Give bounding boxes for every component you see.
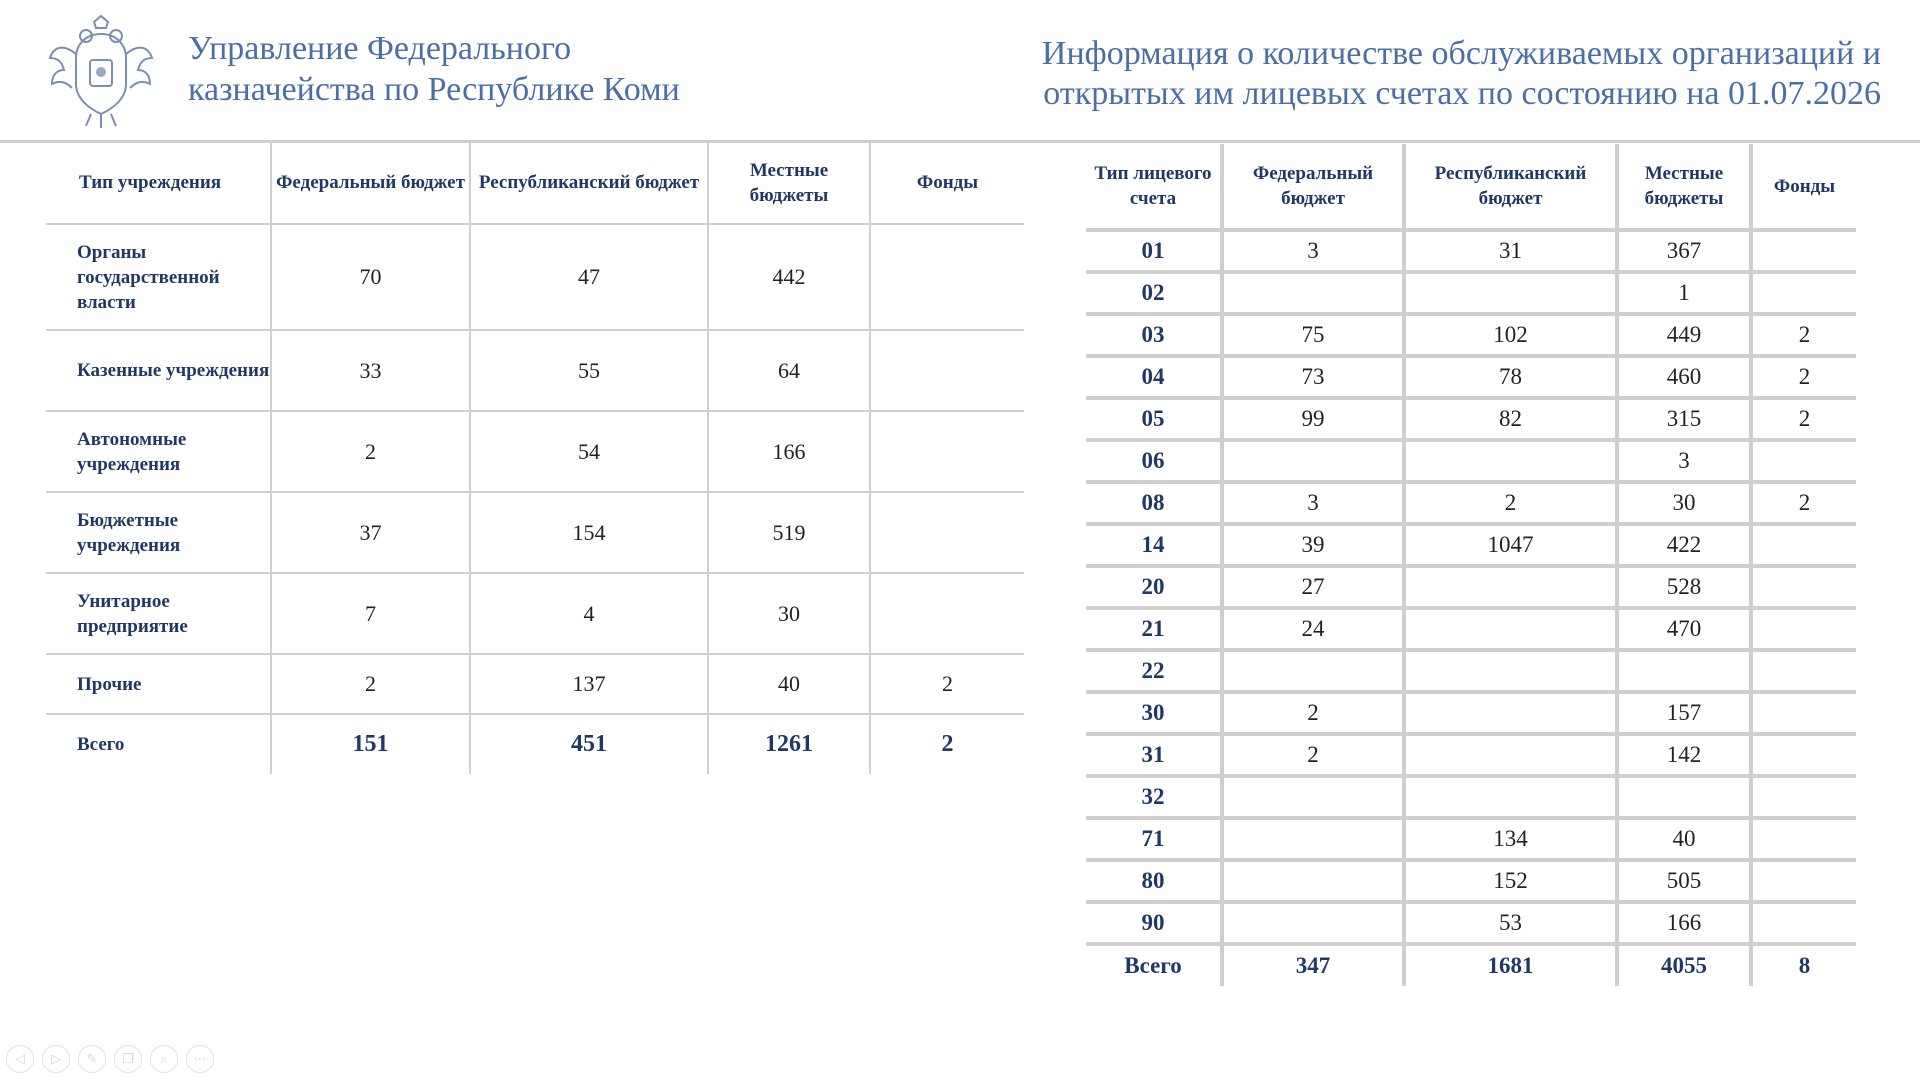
cell-type: Прочие bbox=[46, 654, 271, 714]
cell-funds bbox=[1751, 692, 1856, 734]
cell-local: 505 bbox=[1617, 860, 1751, 902]
cell-local: 3 bbox=[1617, 440, 1751, 482]
info-title-line2: открытых им лицевых счетах по состоянию на 01.07.2026 bbox=[1043, 75, 1881, 112]
cell-funds bbox=[870, 224, 1024, 330]
cell-funds: 2 bbox=[1751, 398, 1856, 440]
prev-slide-icon[interactable]: ◁ bbox=[6, 1045, 34, 1073]
cell-republic bbox=[1404, 692, 1617, 734]
cell-republic: 54 bbox=[470, 411, 708, 492]
accounts-table bbox=[1086, 144, 1856, 986]
cell-account-code: 06 bbox=[1086, 440, 1222, 482]
cell-local: 442 bbox=[708, 224, 870, 330]
cell-republic: 47 bbox=[470, 224, 708, 330]
cell-republic: 4 bbox=[470, 573, 708, 654]
cell-funds bbox=[1751, 776, 1856, 818]
table-row bbox=[1086, 734, 1856, 776]
slide-header bbox=[0, 0, 1920, 143]
cell-federal bbox=[1222, 818, 1404, 860]
table-row bbox=[1086, 818, 1856, 860]
col-header-federal: Федеральный бюджет bbox=[271, 142, 470, 224]
cell-federal bbox=[1222, 440, 1404, 482]
cell-funds bbox=[1751, 608, 1856, 650]
table-row bbox=[1086, 692, 1856, 734]
cell-republic bbox=[1404, 440, 1617, 482]
cell-local: 40 bbox=[708, 654, 870, 714]
cell-local: 166 bbox=[708, 411, 870, 492]
next-slide-icon[interactable]: ▷ bbox=[42, 1045, 70, 1073]
cell-republic: 2 bbox=[1404, 482, 1617, 524]
cell-funds bbox=[1751, 860, 1856, 902]
cell-funds: 2 bbox=[870, 654, 1024, 714]
cell-local: 449 bbox=[1617, 314, 1751, 356]
cell-funds: 2 bbox=[1751, 314, 1856, 356]
col-header-local: Местные бюджеты bbox=[708, 142, 870, 224]
table-row bbox=[1086, 230, 1856, 272]
table-row bbox=[1086, 776, 1856, 818]
cell-federal: 33 bbox=[271, 330, 470, 411]
cell-local: 460 bbox=[1617, 356, 1751, 398]
cell-account-code: 20 bbox=[1086, 566, 1222, 608]
cell-type: Автономные учреждения bbox=[46, 411, 271, 492]
cell-funds bbox=[1751, 440, 1856, 482]
cell-republic: 451 bbox=[470, 714, 708, 774]
cell-federal bbox=[1222, 860, 1404, 902]
org-title-line2: казначейства по Республике Коми bbox=[188, 71, 680, 108]
cell-federal bbox=[1222, 902, 1404, 944]
col-header-funds: Фонды bbox=[870, 142, 1024, 224]
cell-local: 40 bbox=[1617, 818, 1751, 860]
table-row bbox=[46, 492, 1024, 573]
cell-local: 315 bbox=[1617, 398, 1751, 440]
cell-account-code: 21 bbox=[1086, 608, 1222, 650]
info-title-line1: Информация о количестве обслуживаемых организаций и bbox=[1041, 35, 1881, 72]
cell-federal: 7 bbox=[271, 573, 470, 654]
cell-funds bbox=[1751, 734, 1856, 776]
info-title bbox=[981, 34, 1881, 114]
cell-local: 422 bbox=[1617, 524, 1751, 566]
col-header-federal: Федеральный бюджет bbox=[1222, 144, 1404, 230]
cell-local: 142 bbox=[1617, 734, 1751, 776]
table-row bbox=[1086, 356, 1856, 398]
cell-republic bbox=[1404, 776, 1617, 818]
cell-local: 519 bbox=[708, 492, 870, 573]
cell-funds bbox=[870, 492, 1024, 573]
table-row bbox=[1086, 524, 1856, 566]
cell-funds bbox=[1751, 566, 1856, 608]
table-row bbox=[46, 654, 1024, 714]
cell-account-code: 80 bbox=[1086, 860, 1222, 902]
cell-republic bbox=[1404, 650, 1617, 692]
institutions-table bbox=[46, 142, 1024, 774]
cell-local: 166 bbox=[1617, 902, 1751, 944]
cell-funds bbox=[870, 330, 1024, 411]
cell-federal: 3 bbox=[1222, 482, 1404, 524]
cell-local: 64 bbox=[708, 330, 870, 411]
cell-federal bbox=[1222, 650, 1404, 692]
cell-account-code: Всего bbox=[1124, 953, 1182, 978]
cell-funds: 2 bbox=[1751, 356, 1856, 398]
cell-federal: 27 bbox=[1222, 566, 1404, 608]
slides-grid-icon[interactable]: ❐ bbox=[114, 1045, 142, 1073]
cell-account-code: 22 bbox=[1086, 650, 1222, 692]
col-header-funds: Фонды bbox=[1751, 144, 1856, 230]
table-row bbox=[1086, 440, 1856, 482]
cell-local: 30 bbox=[708, 573, 870, 654]
cell-funds bbox=[1751, 524, 1856, 566]
cell-federal: 75 bbox=[1222, 314, 1404, 356]
col-header-type: Тип учреждения bbox=[46, 142, 271, 224]
cell-account-code: 03 bbox=[1086, 314, 1222, 356]
cell-account-code: 04 bbox=[1086, 356, 1222, 398]
cell-funds: 8 bbox=[1751, 944, 1856, 986]
cell-federal: 73 bbox=[1222, 356, 1404, 398]
cell-republic: 1681 bbox=[1404, 944, 1617, 986]
institutions-total-row bbox=[46, 714, 1024, 774]
cell-funds bbox=[1751, 272, 1856, 314]
cell-local: 1261 bbox=[708, 714, 870, 774]
cell-local: 528 bbox=[1617, 566, 1751, 608]
cell-republic bbox=[1404, 608, 1617, 650]
cell-republic bbox=[1404, 272, 1617, 314]
cell-local bbox=[1617, 776, 1751, 818]
cell-republic: 78 bbox=[1404, 356, 1617, 398]
cell-local: 1 bbox=[1617, 272, 1751, 314]
cell-local: 157 bbox=[1617, 692, 1751, 734]
cell-federal: 2 bbox=[1222, 734, 1404, 776]
cell-account-code: 32 bbox=[1086, 776, 1222, 818]
cell-funds bbox=[870, 411, 1024, 492]
table-row bbox=[1086, 566, 1856, 608]
cell-local: 4055 bbox=[1617, 944, 1751, 986]
table-row bbox=[46, 224, 1024, 330]
cell-federal: 99 bbox=[1222, 398, 1404, 440]
cell-federal bbox=[1222, 272, 1404, 314]
cell-republic: 31 bbox=[1404, 230, 1617, 272]
accounts-total-row bbox=[1086, 944, 1856, 986]
org-title-line1: Управление Федерального bbox=[188, 30, 572, 67]
cell-federal: 347 bbox=[1222, 944, 1404, 986]
accounts-table-header bbox=[1086, 144, 1856, 230]
cell-federal: 37 bbox=[271, 492, 470, 573]
pen-icon[interactable]: ✎ bbox=[78, 1045, 106, 1073]
cell-account-code: 02 bbox=[1086, 272, 1222, 314]
institutions-table-header bbox=[46, 142, 1024, 224]
cell-account-code: 30 bbox=[1086, 692, 1222, 734]
cell-federal bbox=[1222, 776, 1404, 818]
cell-account-code: 05 bbox=[1086, 398, 1222, 440]
cell-republic: 55 bbox=[470, 330, 708, 411]
cell-federal: 2 bbox=[1222, 692, 1404, 734]
cell-federal: 3 bbox=[1222, 230, 1404, 272]
cell-funds bbox=[1751, 230, 1856, 272]
cell-type: Бюджетные учреждения bbox=[46, 492, 271, 573]
cell-local bbox=[1617, 650, 1751, 692]
cell-funds: 2 bbox=[870, 714, 1024, 774]
cell-funds bbox=[870, 573, 1024, 654]
cell-republic: 137 bbox=[470, 654, 708, 714]
table-row bbox=[46, 411, 1024, 492]
cell-type: Всего bbox=[77, 734, 125, 755]
cell-federal: 39 bbox=[1222, 524, 1404, 566]
cell-local: 30 bbox=[1617, 482, 1751, 524]
double-headed-eagle-emblem-icon bbox=[46, 14, 156, 130]
table-row bbox=[1086, 482, 1856, 524]
table-row bbox=[1086, 398, 1856, 440]
organization-title bbox=[188, 28, 680, 110]
cell-type: Унитарное предприятие bbox=[46, 573, 271, 654]
cell-account-code: 90 bbox=[1086, 902, 1222, 944]
cell-federal: 2 bbox=[271, 654, 470, 714]
table-row bbox=[1086, 608, 1856, 650]
cell-republic: 154 bbox=[470, 492, 708, 573]
cell-type: Казенные учреждения bbox=[46, 330, 271, 411]
table-row bbox=[1086, 902, 1856, 944]
cell-republic bbox=[1404, 566, 1617, 608]
table-row bbox=[46, 330, 1024, 411]
cell-republic: 1047 bbox=[1404, 524, 1617, 566]
cell-federal: 151 bbox=[271, 714, 470, 774]
cell-republic: 134 bbox=[1404, 818, 1617, 860]
cell-account-code: 08 bbox=[1086, 482, 1222, 524]
cell-funds bbox=[1751, 902, 1856, 944]
cell-federal: 2 bbox=[271, 411, 470, 492]
cell-republic: 53 bbox=[1404, 902, 1617, 944]
more-options-icon[interactable]: ⋯ bbox=[186, 1045, 214, 1073]
cell-local: 367 bbox=[1617, 230, 1751, 272]
cell-republic: 102 bbox=[1404, 314, 1617, 356]
cell-republic: 82 bbox=[1404, 398, 1617, 440]
table-row bbox=[1086, 650, 1856, 692]
col-header-local: Местные бюджеты bbox=[1617, 144, 1751, 230]
cell-republic bbox=[1404, 734, 1617, 776]
slideshow-controls bbox=[6, 1045, 214, 1075]
cell-type: Органы государственной власти bbox=[46, 224, 271, 330]
cell-local: 470 bbox=[1617, 608, 1751, 650]
cell-account-code: 14 bbox=[1086, 524, 1222, 566]
col-header-account-type: Тип лицевого счета bbox=[1086, 144, 1222, 230]
cell-funds: 2 bbox=[1751, 482, 1856, 524]
cell-republic: 152 bbox=[1404, 860, 1617, 902]
table-row bbox=[46, 573, 1024, 654]
col-header-republic: Республиканский бюджет bbox=[470, 142, 708, 224]
cell-funds bbox=[1751, 650, 1856, 692]
table-row bbox=[1086, 860, 1856, 902]
cell-account-code: 01 bbox=[1086, 230, 1222, 272]
table-row bbox=[1086, 314, 1856, 356]
cell-account-code: 71 bbox=[1086, 818, 1222, 860]
cell-federal: 70 bbox=[271, 224, 470, 330]
cell-account-code: 31 bbox=[1086, 734, 1222, 776]
cell-federal: 24 bbox=[1222, 608, 1404, 650]
zoom-icon[interactable]: ⌕ bbox=[150, 1045, 178, 1073]
cell-funds bbox=[1751, 818, 1856, 860]
col-header-republic: Республиканский бюджет bbox=[1404, 144, 1617, 230]
table-row bbox=[1086, 272, 1856, 314]
